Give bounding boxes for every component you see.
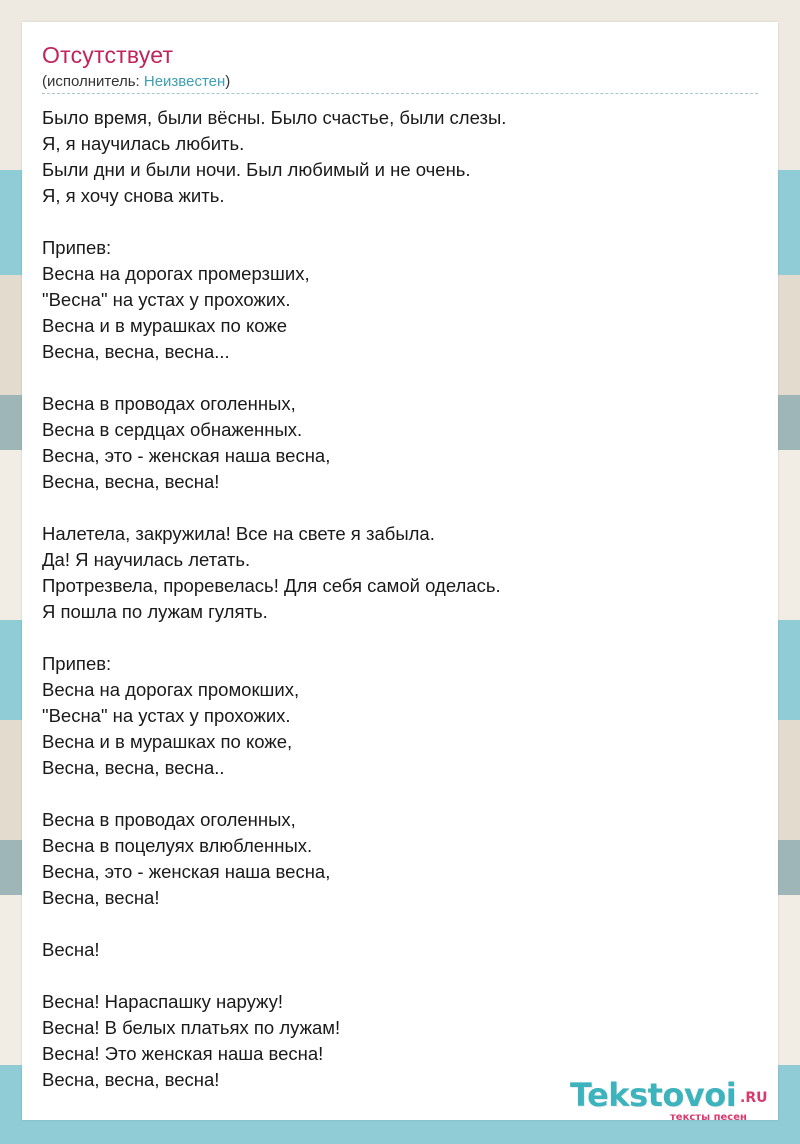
lyric-line: Весна, это - женская наша весна, xyxy=(42,861,331,882)
artist-link[interactable]: Неизвестен xyxy=(143,73,226,90)
lyric-line: Весна, весна, весна.. xyxy=(42,757,225,778)
lyric-line: Весна, весна! xyxy=(42,887,160,908)
lyric-line: Весна на дорогах промерзших, xyxy=(42,263,310,284)
lyric-line: Весна, весна, весна! xyxy=(42,1069,220,1090)
lyric-line: Весна и в мурашках по коже xyxy=(42,315,288,336)
artist-suffix: ) xyxy=(225,73,231,90)
stanza-gap xyxy=(42,963,758,989)
logo-tagline: тексты песен xyxy=(670,1112,747,1123)
logo-name: Tekstovoi xyxy=(570,1076,737,1114)
logo-tld: .RU xyxy=(740,1090,768,1106)
lyric-line: Да! Я научилась летать. xyxy=(42,549,251,570)
lyric-line: Весна в проводах оголенных, xyxy=(42,809,296,830)
header-divider xyxy=(42,93,758,94)
lyric-line: Весна, весна, весна! xyxy=(42,471,220,492)
lyric-line: Были дни и были ночи. Был любимый и не очень. xyxy=(42,159,471,180)
lyric-line: "Весна" на устах у прохожих. xyxy=(42,705,291,726)
lyric-line: Я, я хочу снова жить. xyxy=(42,185,225,206)
lyric-line: Весна! xyxy=(42,939,100,960)
lyrics-card xyxy=(22,22,778,1123)
stanza-gap xyxy=(42,781,758,807)
lyric-line: Весна и в мурашках по коже, xyxy=(42,731,293,752)
lyric-line: Весна в проводах оголенных, xyxy=(42,393,296,414)
lyric-line: Весна! Это женская наша весна! xyxy=(42,1043,324,1064)
stanza-gap xyxy=(42,625,758,651)
lyric-line: Весна! В белых платьях по лужам! xyxy=(42,1017,341,1038)
stanza-gap xyxy=(42,365,758,391)
lyric-line: Весна! Нараспашку наружу! xyxy=(42,991,283,1012)
lyric-line: Весна, весна, весна... xyxy=(42,341,230,362)
lyric-line: Я, я научилась любить. xyxy=(42,133,245,154)
song-title: Отсутствует xyxy=(42,42,174,68)
lyric-line: Припев: xyxy=(42,237,112,258)
lyrics-text xyxy=(42,105,758,1093)
lyric-line: Весна в поцелуях влюбленных. xyxy=(42,835,313,856)
lyric-line: Припев: xyxy=(42,653,112,674)
lyric-line: Весна, это - женская наша весна, xyxy=(42,445,331,466)
lyric-line: Было время, были вёсны. Было счастье, были слезы. xyxy=(42,107,507,128)
lyric-line: Я пошла по лужам гулять. xyxy=(42,601,268,622)
artist-prefix: (исполнитель: xyxy=(42,73,144,90)
lyric-line: Весна в сердцах обнаженных. xyxy=(42,419,303,440)
stanza-gap xyxy=(42,495,758,521)
lyric-line: Протрезвела, проревелась! Для себя самой оделась. xyxy=(42,575,501,596)
stanza-gap xyxy=(42,911,758,937)
stanza-gap xyxy=(42,209,758,235)
artist-line xyxy=(42,73,230,90)
lyric-line: Весна на дорогах промокших, xyxy=(42,679,300,700)
site-logo[interactable] xyxy=(570,1076,780,1126)
lyric-line: "Весна" на устах у прохожих. xyxy=(42,289,291,310)
lyric-line: Налетела, закружила! Все на свете я забыла. xyxy=(42,523,435,544)
